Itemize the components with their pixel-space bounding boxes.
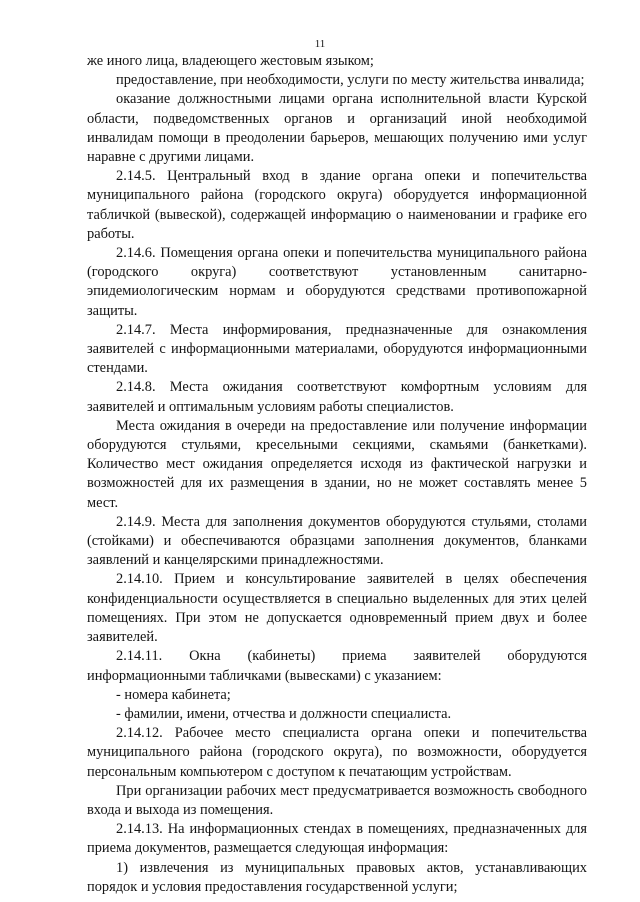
paragraph: же иного лица, владеющего жестовым языком; [87,53,374,69]
paragraph: 2.14.7. Места информирования, предназначенные для ознакомления заявителей с информационными материалами, оборудуются информационными стендами. [87,321,587,377]
paragraph: 2.14.9. Места для заполнения документов оборудуются стульями, столами (стойками) и обеспечиваются образцами заполнения документов, бланками заявлений и канцелярскими принадлежностями. [87,513,587,569]
paragraph: 2.14.8. Места ожидания соответствуют комфортным условиям для заявителей и оптимальным условиям работы специалистов. [87,379,587,415]
paragraph: При организации рабочих мест предусматривается возможность свободного входа и выхода из помещения. [87,782,587,818]
page-number: 11 [314,38,326,50]
paragraph: Места ожидания в очереди на предоставление или получение информации оборудуются стульями, кресельными секциями, скамьями (банкетками). Количество мест ожидания определяется исходя из фактической нагрузки и возможностей для их размещения в здании, но не может составлять менее 5 мест. [87,417,587,511]
paragraph: 2.14.10. Прием и консультирование заявителей в целях обеспечения конфиденциальности осуществляется в специально выделенных для этих целей помещениях. При этом не допускается одновременный прием двух и более заявителей. [87,571,587,646]
paragraph: 2.14.12. Рабочее место специалиста органа опеки и попечительства муниципального района (городского округа), по возможности, оборудуется персональным компьютером с доступом к печатающим устройствам. [87,725,587,780]
list-item: - номера кабинета; [116,686,231,703]
paragraph: 2.14.11. Окна (кабинеты) приема заявителей оборудуются информационными табличками (вывесками) с указанием: [87,648,587,684]
list-item: 1) извлечения из муниципальных правовых актов, устанавливающих порядок и условия предоставления государственной услуги; [87,859,587,895]
list-item: - фамилии, имени, отчества и должности специалиста. [116,705,452,722]
paragraph: оказание должностными лицами органа исполнительной власти Курской области, подведомственных органов и организаций иной необходимой инвалидам помощи в преодолении барьеров, мешающих получению ими услуг наравне с другими лицами. [87,91,587,166]
paragraph: 2.14.5. Центральный вход в здание органа опеки и попечительства муниципального района (городского округа) оборудуется информационной табличкой (вывеской), содержащей информацию о наименовании и графике его работы. [87,168,587,242]
paragraph: предоставление, при необходимости, услуги по месту жительства инвалида; [116,72,585,89]
paragraph: 2.14.6. Помещения органа опеки и попечительства муниципального района (городского округа) соответствуют установленным санитарно-эпидемиологическим нормам и оборудуются средствами противопожарной защиты. [87,245,587,319]
paragraph: 2.14.13. На информационных стендах в помещениях, предназначенных для приема документов, размещается следующая информация: [87,821,587,857]
body-text [87,52,587,897]
